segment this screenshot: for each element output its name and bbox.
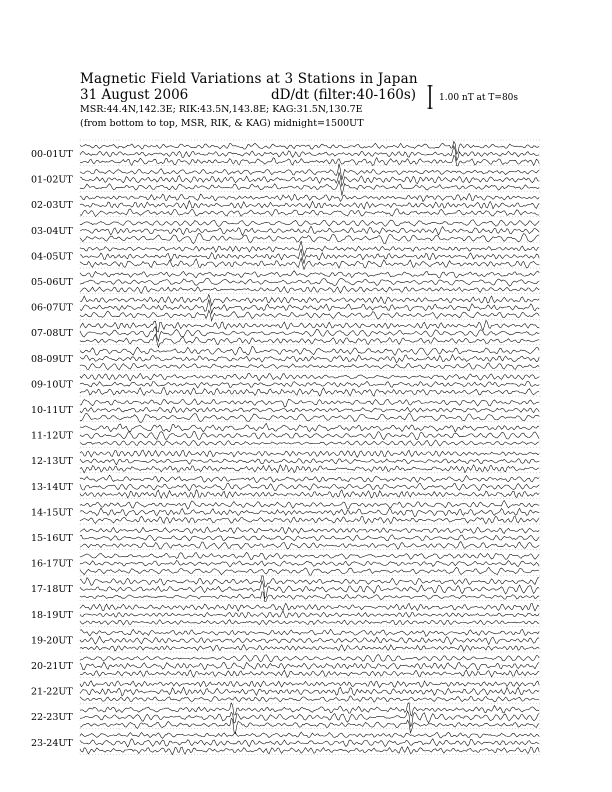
trace-kag (80, 629, 539, 636)
trace-rik (80, 560, 539, 567)
hour-label: 11-12UT (31, 430, 73, 442)
trace-rik (80, 407, 539, 413)
trace-rik (80, 535, 539, 541)
hour-label: 14-15UT (31, 507, 73, 519)
trace-kag (80, 220, 539, 227)
trace-msr (80, 490, 539, 499)
trace-rik (80, 355, 539, 363)
trace-msr (80, 387, 539, 396)
trace-rik (80, 508, 539, 517)
trace-kag (80, 527, 539, 534)
trace-kag (80, 141, 539, 154)
trace-kag (80, 703, 539, 717)
date-label: 31 August 2006 (80, 87, 189, 103)
trace-kag (80, 423, 539, 432)
trace-kag (80, 320, 539, 332)
trace-rik (80, 483, 539, 491)
trace-kag (80, 271, 539, 278)
trace-rik (80, 201, 539, 209)
hour-label: 21-22UT (31, 686, 73, 698)
trace-rik (80, 431, 539, 439)
trace-rik (80, 226, 539, 235)
chart-title: Magnetic Field Variations at 3 Stations in Japan (80, 71, 418, 87)
trace-msr (80, 592, 539, 602)
hour-label: 19-20UT (31, 635, 73, 647)
hour-label: 15-16UT (31, 533, 73, 544)
order-note: (from bottom to top, MSR, RIK, & KAG) midnight=1500UT (80, 118, 364, 129)
trace-rik (80, 662, 539, 670)
trace-rik (80, 278, 539, 286)
hour-label: 10-11UT (31, 405, 73, 416)
filter-label: dD/dt (filter:40-160s) (271, 87, 417, 103)
trace-rik (80, 173, 539, 186)
trace-msr (80, 258, 539, 269)
trace-msr (80, 334, 539, 347)
trace-kag (80, 732, 539, 738)
trace-kag (80, 450, 539, 457)
trace-rik (80, 711, 539, 726)
trace-kag (80, 295, 539, 306)
trace-rik (80, 459, 539, 465)
hour-label: 02-03UT (31, 200, 73, 212)
trace-msr (80, 718, 539, 733)
hour-label: 08-09UT (31, 353, 73, 365)
hour-label: 06-07UT (31, 302, 73, 314)
trace-rik (80, 381, 539, 388)
trace-msr (80, 542, 539, 550)
trace-msr (80, 181, 539, 196)
trace-msr (80, 567, 539, 575)
trace-msr (80, 155, 539, 166)
hour-label: 03-04UT (31, 225, 73, 237)
hour-label: 16-17UT (31, 558, 73, 570)
trace-kag (80, 576, 539, 587)
trace-msr (80, 465, 539, 473)
trace-msr (80, 209, 539, 217)
trace-kag (80, 346, 539, 355)
trace-kag (80, 501, 539, 510)
trace-msr (80, 440, 539, 446)
hour-label: 01-02UT (31, 174, 73, 186)
trace-rik (80, 687, 539, 696)
hour-label: 23-24UT (31, 737, 73, 749)
trace-kag (80, 655, 539, 662)
trace-rik (80, 146, 539, 161)
hour-label: 20-21UT (31, 661, 73, 672)
hour-label: 00-01UT (31, 149, 73, 160)
trace-kag (80, 475, 539, 483)
trace-msr (80, 286, 539, 293)
trace-kag (80, 681, 539, 688)
trace-rik (80, 611, 539, 618)
trace-msr (80, 233, 539, 244)
trace-msr (80, 670, 539, 678)
trace-rik (80, 327, 539, 342)
hour-label: 18-19UT (31, 609, 73, 621)
hour-label: 12-13UT (31, 456, 73, 468)
trace-kag (80, 552, 539, 559)
trace-msr (80, 645, 539, 652)
trace-rik (80, 299, 539, 313)
scale-label: 1.00 nT at T=80s (439, 93, 519, 103)
trace-rik (80, 739, 539, 747)
stations-label: MSR:44.4N,142.3E; RIK:43.5N,143.8E; KAG:31.5N,130.7E (80, 104, 363, 115)
trace-kag (80, 399, 539, 407)
trace-msr (80, 363, 539, 370)
trace-kag (80, 194, 539, 202)
trace-msr (80, 696, 539, 702)
hour-label: 13-14UT (31, 481, 73, 493)
trace-msr (80, 516, 539, 524)
hour-label: 07-08UT (31, 328, 73, 340)
trace-rik (80, 636, 539, 644)
trace-kag (80, 603, 539, 611)
trace-kag (80, 373, 539, 381)
trace-msr (80, 414, 539, 423)
trace-kag (80, 241, 539, 256)
hour-label: 09-10UT (31, 379, 73, 391)
hour-label: 05-06UT (31, 277, 73, 288)
hour-label: 17-18UT (31, 584, 73, 596)
trace-msr (80, 620, 539, 625)
hour-label: 04-05UT (31, 251, 73, 263)
trace-msr (80, 747, 539, 755)
hour-label: 22-23UT (31, 712, 73, 724)
